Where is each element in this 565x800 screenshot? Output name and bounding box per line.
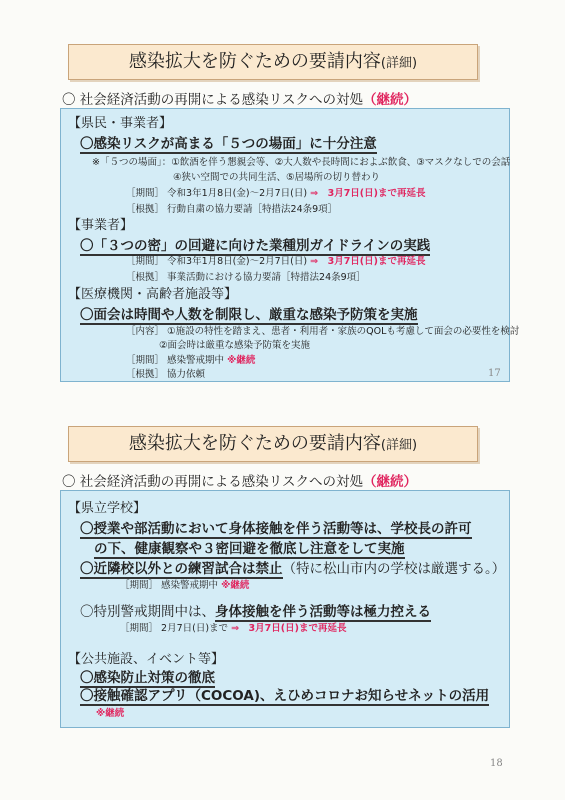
p2-s1-heading1: 〇授業や部活動において身体接触を伴う活動等は、学校長の許可: [80, 521, 472, 537]
p1-s1-category: 【県民・事業者】: [68, 116, 173, 131]
p1-s1-heading: 〇感染リスクが高まる「５つの場面」に十分注意: [80, 136, 377, 152]
p1-s3-content2: ②面会時は厳重な感染予防策を実施: [159, 340, 311, 351]
page1-number: 17: [488, 368, 501, 379]
p1-s1-period: ［期間］ 令和3年1月8日(金)～2月7日(日) ⇒ 3月7日(日)まで再延長: [126, 188, 426, 199]
p1-s3-heading: 〇面会は時間や人数を制限し、厳重な感染予防策を実施: [80, 307, 418, 323]
p2-s2-heading1: 〇感染防止対策の徹底: [80, 670, 215, 686]
p1-s3-content1: ［内容］ ①施設の特性を踏まえ、患者・利用者・家族のQOLも考慮して面会の必要性を検討: [126, 326, 520, 337]
page1-title: [68, 44, 478, 80]
p1-s1-note1: ※「５つの場面」：①飲酒を伴う懇親会等、②大人数や長時間におよぶ飲食、③マスクなしでの会話: [92, 157, 511, 168]
page1-title-suffix: (詳細): [380, 56, 418, 71]
p1-s1-note2: ④狭い空間での共同生活、⑤居場所の切り替わり: [173, 172, 381, 183]
p2-s1-heading2: の下、健康観察や３密回避を徹底し注意をして実施: [94, 541, 405, 557]
p2-s1-period: ［期間］ 感染警戒期中 ※継続: [120, 580, 250, 591]
p2-s1-category: 【県立学校】: [68, 501, 147, 516]
page1-subtitle-prefix: 〇 社会経済活動の再開による感染リスクへの対処: [62, 92, 364, 108]
p2-s2-red-note: ※継続: [96, 708, 125, 719]
p1-s2-period: ［期間］ 令和3年1月8日(金)～2月7日(日) ⇒ 3月7日(日)まで再延長: [126, 256, 426, 267]
page2-subtitle: [62, 470, 417, 490]
page1-subtitle-red: （継続）: [363, 92, 418, 108]
p1-s3-category: 【医療機関・高齢者施設等】: [68, 287, 238, 302]
page1-title-main: 感染拡大を防ぐための要請内容: [128, 51, 381, 72]
p2-s1-heading4: 〇特別警戒期間中は、身体接触を伴う活動等は極力控える: [80, 604, 431, 620]
p2-s2-category: 【公共施設、イベント等】: [68, 652, 225, 667]
p1-s1-basis: ［根拠］ 行動自粛の協力要請［特措法24条9項］: [126, 204, 338, 215]
page2-subtitle-red: （継続）: [363, 474, 418, 490]
p2-s1-period2: ［期間］ 2月7日(日)まで ⇒ 3月7日(日)まで再延長: [120, 623, 347, 634]
p1-s2-heading: 〇「３つの密」の回避に向けた業種別ガイドラインの実践: [80, 238, 431, 254]
p2-s1-heading3: 〇近隣校以外との練習試合は禁止（特に松山市内の学校は厳選する。）: [80, 561, 506, 577]
page2-number: 18: [490, 758, 503, 769]
p1-s2-basis: ［根拠］ 事業活動における協力要請［特措法24条9項］: [126, 272, 366, 283]
page1-subtitle: [62, 88, 417, 108]
p1-s2-category: 【事業者】: [68, 218, 134, 233]
p2-s2-heading2: 〇接触確認アプリ（COCOA)、えひめコロナお知らせネットの活用: [80, 688, 490, 704]
page2-title: [68, 426, 478, 462]
p1-s3-basis: ［根拠］ 協力依頼: [126, 369, 206, 380]
page2-subtitle-prefix: 〇 社会経済活動の再開による感染リスクへの対処: [62, 474, 364, 490]
p1-s3-period: ［期間］ 感染警戒期中 ※継続: [126, 355, 256, 366]
page2-title-main: 感染拡大を防ぐための要請内容: [128, 433, 381, 454]
page2-title-suffix: (詳細): [380, 438, 418, 453]
